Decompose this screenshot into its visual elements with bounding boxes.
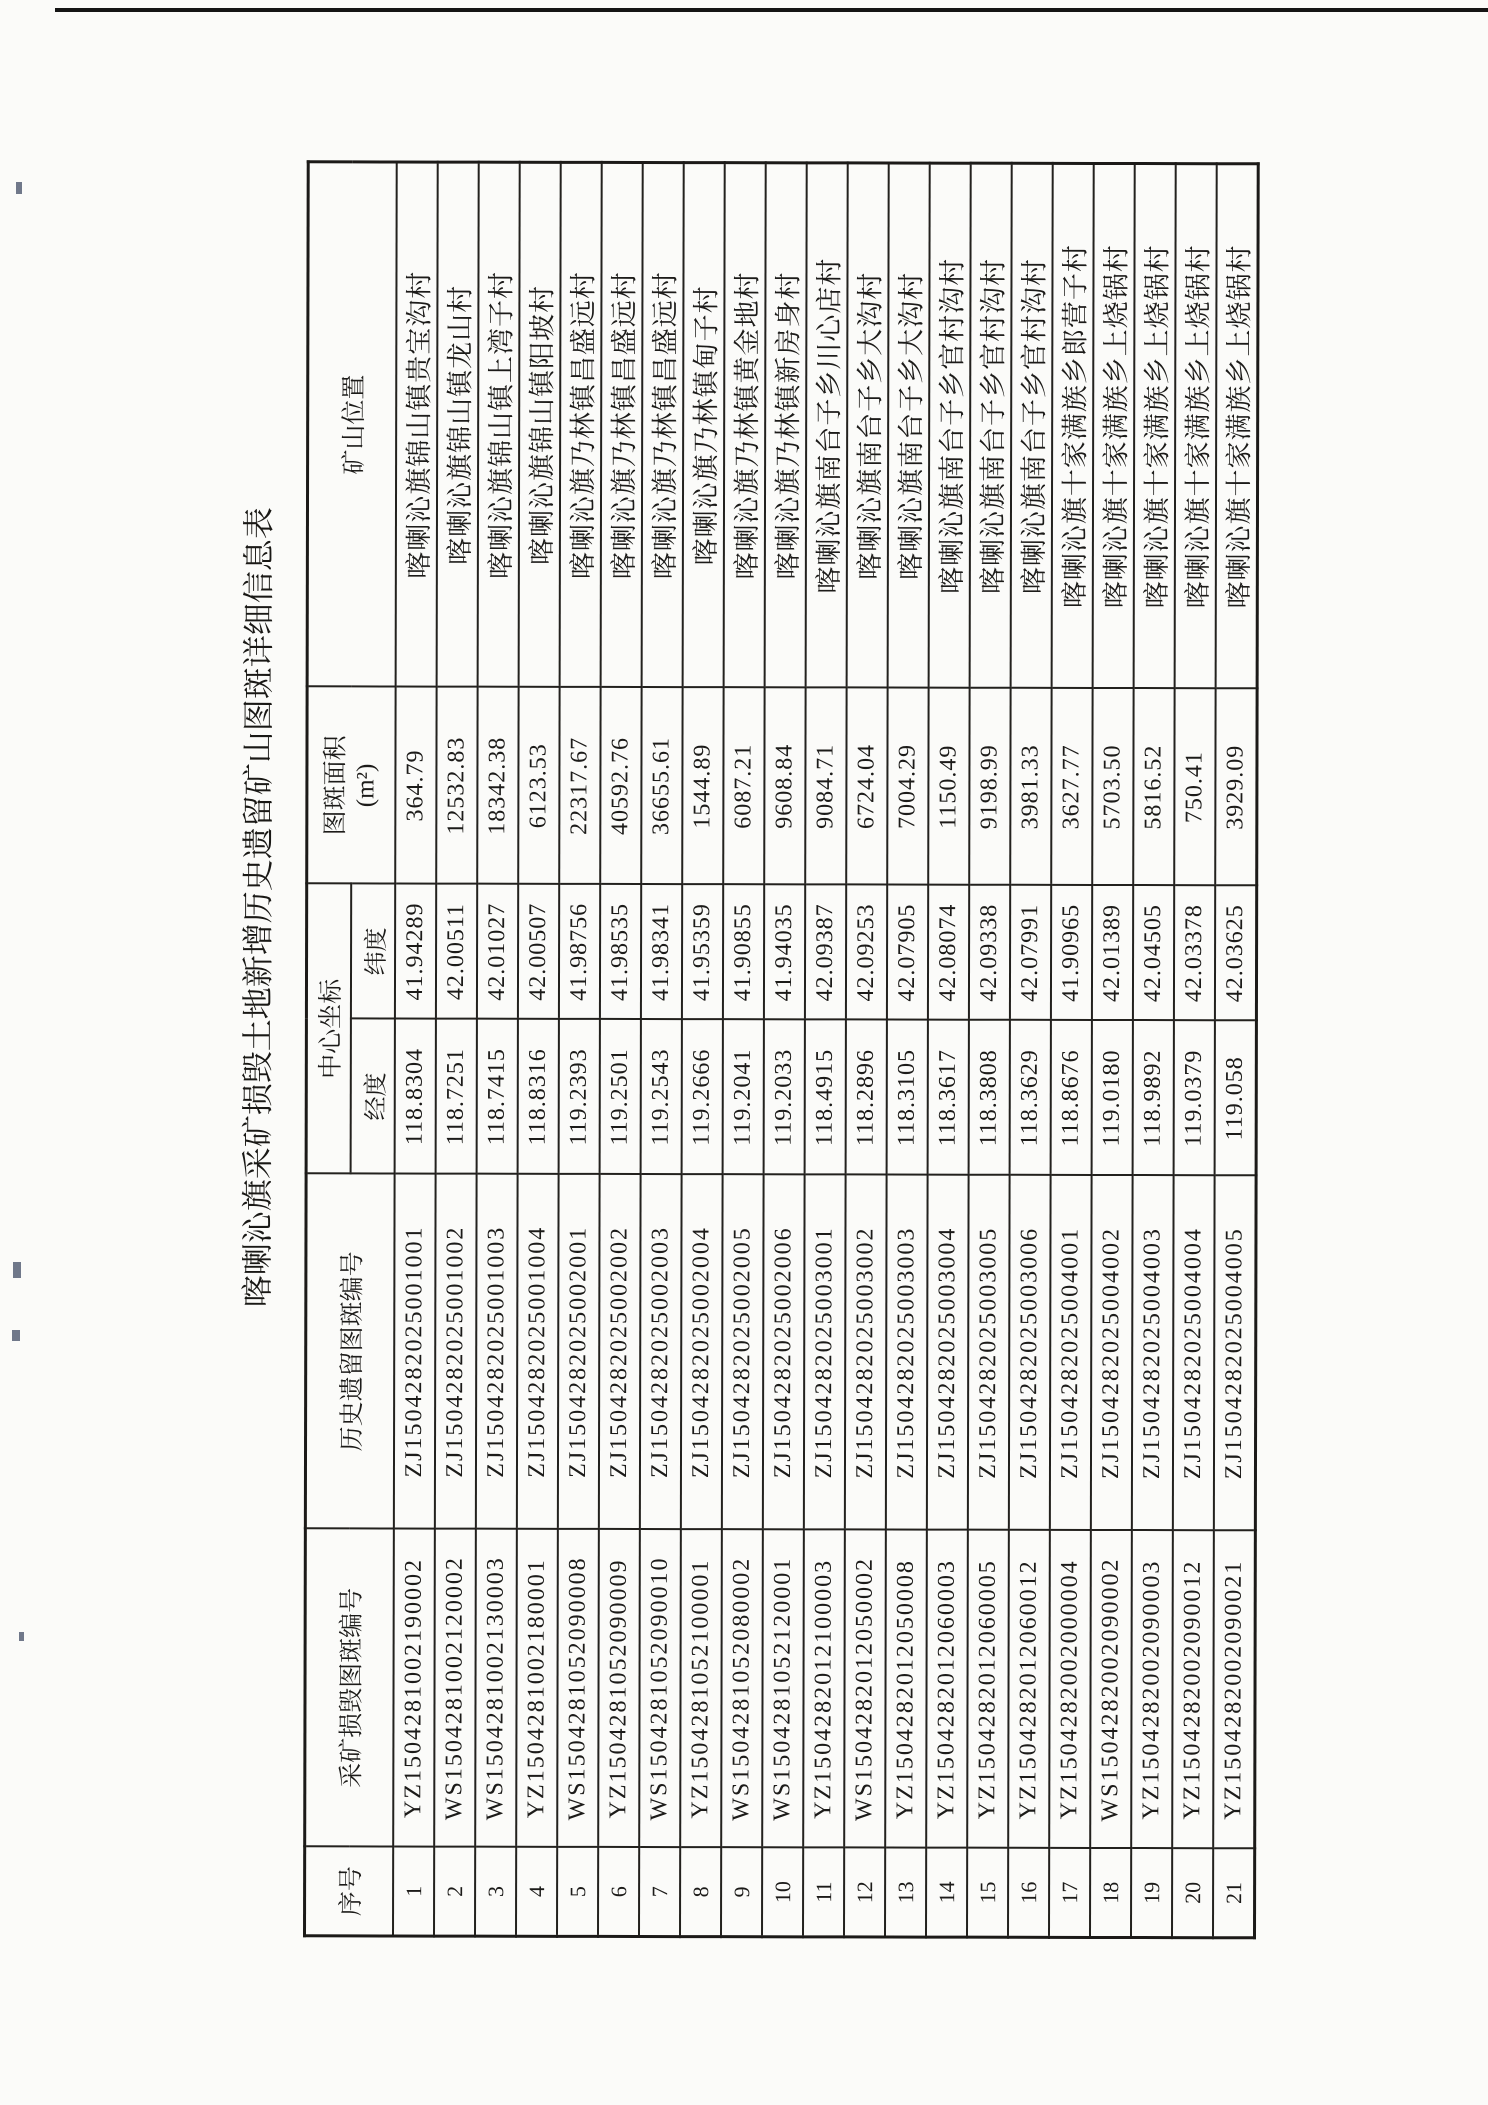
cell-damage-id: YZ1504282012060003 [926, 1530, 968, 1848]
cell-latitude: 42.09253 [846, 885, 887, 1020]
cell-location: 喀喇沁旗乃林镇昌盛远村 [642, 162, 684, 687]
cell-latitude: 42.04505 [1133, 886, 1174, 1021]
cell-location: 喀喇沁旗南台子乡官村沟村 [929, 163, 971, 688]
cell-area: 5816.52 [1133, 689, 1174, 886]
header-index: 序号 [305, 1847, 394, 1936]
cell-longitude: 118.3629 [1010, 1020, 1051, 1175]
cell-longitude: 119.0180 [1092, 1020, 1133, 1175]
cell-damage-id: WS1504281002130003 [475, 1529, 517, 1847]
cell-area: 3981.33 [1010, 688, 1051, 885]
cell-area: 750.41 [1174, 689, 1215, 886]
header-patch-area-line2: (m²) [352, 763, 380, 808]
cell-location: 喀喇沁旗乃林镇黄金地村 [724, 163, 766, 688]
cell-location: 喀喇沁旗南台子乡川心店村 [806, 163, 848, 688]
cell-legacy-id: ZJ1504282025002005 [722, 1175, 764, 1530]
cell-index: 14 [926, 1848, 967, 1937]
table-row [516, 162, 561, 1936]
cell-legacy-id: ZJ1504282025004002 [1091, 1175, 1133, 1530]
cell-location: 喀喇沁旗锦山镇上湾子村 [478, 162, 520, 687]
table-row [926, 163, 971, 1937]
table-row [885, 163, 930, 1937]
header-mine-location: 矿山位置 [307, 162, 397, 687]
cell-location: 喀喇沁旗十家满族乡上烧锅村 [1093, 163, 1135, 688]
cell-index: 13 [885, 1848, 926, 1937]
table-row [434, 162, 479, 1936]
cell-legacy-id: ZJ1504282025003003 [886, 1175, 928, 1530]
cell-index: 4 [516, 1847, 557, 1936]
cell-legacy-id: ZJ1504282025004005 [1214, 1176, 1256, 1531]
table-row [1090, 163, 1135, 1937]
cell-damage-id: YZ1504282012060005 [967, 1530, 1009, 1848]
cell-area: 9084.71 [805, 688, 846, 885]
cell-location: 喀喇沁旗十家满族乡郎营子村 [1052, 163, 1094, 688]
cell-area: 1544.89 [682, 688, 723, 885]
cell-index: 5 [557, 1847, 598, 1936]
cell-longitude: 118.4915 [805, 1020, 846, 1175]
cell-damage-id: YZ1504282002090021 [1213, 1531, 1255, 1849]
cell-longitude: 118.8304 [395, 1019, 436, 1174]
cell-longitude: 118.8316 [518, 1019, 559, 1174]
cell-legacy-id: ZJ1504282025001001 [394, 1174, 436, 1529]
cell-legacy-id: ZJ1504282025001002 [435, 1174, 477, 1529]
cell-latitude: 42.01389 [1092, 885, 1133, 1020]
cell-longitude: 118.8676 [1051, 1020, 1092, 1175]
cell-area: 6087.21 [723, 688, 764, 885]
table-row [598, 162, 643, 1936]
scan-edge-mark [12, 1330, 20, 1341]
cell-location: 喀喇沁旗十家满族乡上烧锅村 [1216, 164, 1259, 689]
cell-damage-id: WS1504281002120002 [434, 1529, 476, 1847]
cell-index: 10 [762, 1848, 803, 1937]
scan-edge-mark [19, 1632, 24, 1641]
cell-location: 喀喇沁旗乃林镇甸子村 [683, 163, 725, 688]
cell-location: 喀喇沁旗乃林镇昌盛远村 [560, 162, 602, 687]
cell-area: 7004.29 [887, 688, 928, 885]
cell-longitude: 118.7415 [477, 1019, 518, 1174]
cell-index: 2 [434, 1847, 475, 1936]
cell-legacy-id: ZJ1504282025002002 [599, 1174, 641, 1529]
cell-legacy-id: ZJ1504282025004004 [1173, 1176, 1215, 1531]
cell-location: 喀喇沁旗南台子乡大沟村 [888, 163, 930, 688]
cell-longitude: 119.058 [1215, 1021, 1257, 1176]
cell-latitude: 41.90855 [723, 885, 764, 1020]
cell-latitude: 41.94289 [395, 884, 436, 1019]
table-row [393, 162, 438, 1936]
cell-location: 喀喇沁旗南台子乡官村沟村 [970, 163, 1012, 688]
cell-location: 喀喇沁旗十家满族乡上烧锅村 [1134, 164, 1176, 689]
cell-longitude: 118.3617 [928, 1020, 969, 1175]
cell-area: 3929.09 [1215, 689, 1257, 886]
cell-longitude: 118.3808 [969, 1020, 1010, 1175]
cell-longitude: 119.2666 [682, 1020, 723, 1175]
cell-longitude: 118.3105 [887, 1020, 928, 1175]
cell-location: 喀喇沁旗乃林镇新房身村 [765, 163, 807, 688]
cell-longitude: 119.2393 [559, 1019, 600, 1174]
cell-location: 喀喇沁旗十家满族乡上烧锅村 [1175, 164, 1217, 689]
cell-damage-id: WS1504281052080002 [721, 1530, 763, 1848]
cell-area: 6724.04 [846, 688, 887, 885]
table-row [1049, 163, 1094, 1937]
cell-legacy-id: ZJ1504282025002001 [558, 1174, 600, 1529]
mine-patch-info-table [303, 160, 1260, 1939]
table-body [393, 162, 1258, 1938]
cell-legacy-id: ZJ1504282025004001 [1050, 1175, 1092, 1530]
cell-index: 17 [1049, 1848, 1090, 1937]
cell-area: 364.79 [395, 687, 436, 884]
cell-latitude: 42.03625 [1215, 886, 1257, 1021]
cell-index: 21 [1213, 1849, 1255, 1938]
cell-latitude: 41.98341 [641, 884, 682, 1019]
page-title: 喀喇沁旗采矿损毁土地新增历史遗留矿山图斑详细信息表 [239, 507, 277, 1308]
cell-legacy-id: ZJ1504282025002004 [681, 1175, 723, 1530]
cell-damage-id: WS1504281052120001 [762, 1530, 804, 1848]
table-row [1213, 164, 1258, 1938]
cell-area: 3627.77 [1051, 688, 1092, 885]
cell-latitude: 42.01027 [477, 884, 518, 1019]
cell-legacy-id: ZJ1504282025002006 [763, 1175, 805, 1530]
cell-index: 6 [598, 1847, 639, 1936]
header-center-coordinate: 中心坐标 [306, 884, 351, 1174]
table-row [680, 163, 725, 1937]
cell-index: 19 [1131, 1849, 1172, 1938]
cell-damage-id: YZ1504282002000004 [1049, 1530, 1091, 1848]
cell-longitude: 119.2041 [723, 1020, 764, 1175]
scan-edge-mark [13, 1262, 21, 1278]
scan-edge-mark [16, 182, 22, 194]
cell-damage-id: YZ1504282002090012 [1172, 1531, 1214, 1849]
cell-longitude: 119.2543 [641, 1019, 682, 1174]
cell-damage-id: WS1504281052090008 [557, 1529, 599, 1847]
cell-area: 1150.49 [928, 688, 969, 885]
cell-latitude: 41.98756 [559, 884, 600, 1019]
header-damage-id: 采矿损毁图斑编号 [305, 1529, 394, 1847]
cell-latitude: 41.90965 [1051, 885, 1092, 1020]
table-row [721, 163, 766, 1937]
cell-index: 1 [393, 1847, 434, 1936]
cell-location: 喀喇沁旗乃林镇昌盛远村 [601, 162, 643, 687]
cell-index: 11 [803, 1848, 844, 1937]
cell-latitude: 42.09338 [969, 885, 1010, 1020]
cell-area: 9608.84 [764, 688, 805, 885]
cell-longitude: 118.9892 [1133, 1021, 1174, 1176]
cell-latitude: 42.07905 [887, 885, 928, 1020]
cell-area: 22317.67 [559, 687, 600, 884]
cell-latitude: 41.98535 [600, 884, 641, 1019]
cell-index: 12 [844, 1848, 885, 1937]
cell-index: 7 [639, 1847, 680, 1936]
cell-damage-id: YZ1504282012050008 [885, 1530, 927, 1848]
cell-latitude: 42.00507 [518, 884, 559, 1019]
cell-index: 16 [1008, 1848, 1049, 1937]
table-row [639, 162, 684, 1936]
cell-location: 喀喇沁旗南台子乡官村沟村 [1011, 163, 1053, 688]
cell-index: 3 [475, 1847, 516, 1936]
cell-area: 9198.99 [969, 688, 1010, 885]
cell-index: 9 [721, 1848, 762, 1937]
table-row [1008, 163, 1053, 1937]
table-row [762, 163, 807, 1937]
cell-longitude: 119.2501 [600, 1019, 641, 1174]
cell-legacy-id: ZJ1504282025002003 [640, 1174, 682, 1529]
cell-location: 喀喇沁旗锦山镇龙山村 [437, 162, 479, 687]
cell-area: 6123.53 [518, 687, 559, 884]
table-row [1131, 164, 1176, 1938]
cell-damage-id: WS1504281052090010 [639, 1529, 681, 1847]
header-patch-area-line1: 图斑面积 [322, 735, 350, 836]
cell-damage-id: YZ1504282012100003 [803, 1530, 845, 1848]
table-row [803, 163, 848, 1937]
cell-location: 喀喇沁旗锦山镇贵宝沟村 [396, 162, 438, 687]
cell-damage-id: YZ1504281052100001 [680, 1530, 722, 1848]
cell-longitude: 118.7251 [436, 1019, 477, 1174]
table-row [844, 163, 889, 1937]
cell-area: 36655.61 [641, 687, 682, 884]
table-row [967, 163, 1012, 1937]
cell-damage-id: YZ1504282002090003 [1131, 1531, 1173, 1849]
cell-damage-id: YZ1504281052090009 [598, 1529, 640, 1847]
cell-damage-id: WS1504282002090002 [1090, 1530, 1132, 1848]
cell-longitude: 119.2033 [764, 1020, 805, 1175]
cell-index: 15 [967, 1848, 1008, 1937]
header-patch-area [307, 687, 396, 884]
cell-latitude: 42.03378 [1174, 886, 1215, 1021]
header-legacy-id: 历史遗留图斑编号 [305, 1174, 394, 1529]
header-longitude: 经度 [351, 1019, 395, 1174]
cell-index: 20 [1172, 1849, 1213, 1938]
cell-index: 8 [680, 1848, 721, 1937]
table-row [557, 162, 602, 1936]
cell-latitude: 41.95359 [682, 885, 723, 1020]
table-row [475, 162, 520, 1936]
cell-damage-id: YZ1504281002190002 [393, 1529, 435, 1847]
cell-legacy-id: ZJ1504282025001004 [517, 1174, 559, 1529]
cell-location: 喀喇沁旗南台子乡大沟村 [847, 163, 889, 688]
cell-longitude: 119.0379 [1174, 1021, 1215, 1176]
cell-legacy-id: ZJ1504282025003004 [927, 1175, 969, 1530]
header-latitude: 纬度 [351, 884, 395, 1019]
cell-latitude: 41.94035 [764, 885, 805, 1020]
table-row [1172, 164, 1217, 1938]
cell-latitude: 42.08074 [928, 885, 969, 1020]
cell-area: 18342.38 [477, 687, 518, 884]
cell-legacy-id: ZJ1504282025004003 [1132, 1176, 1174, 1531]
cell-area: 12532.83 [436, 687, 477, 884]
cell-longitude: 118.2896 [846, 1020, 887, 1175]
cell-latitude: 42.00511 [436, 884, 477, 1019]
cell-latitude: 42.07991 [1010, 885, 1051, 1020]
cell-latitude: 42.09387 [805, 885, 846, 1020]
cell-legacy-id: ZJ1504282025003002 [845, 1175, 887, 1530]
cell-area: 5703.50 [1092, 688, 1133, 885]
cell-legacy-id: ZJ1504282025003005 [968, 1175, 1010, 1530]
cell-damage-id: YZ1504282012060012 [1008, 1530, 1050, 1848]
scan-top-edge-line [55, 8, 1488, 12]
cell-area: 40592.76 [600, 687, 641, 884]
cell-damage-id: WS1504282012050002 [844, 1530, 886, 1848]
cell-legacy-id: ZJ1504282025003001 [804, 1175, 846, 1530]
cell-legacy-id: ZJ1504282025001003 [476, 1174, 518, 1529]
cell-index: 18 [1090, 1848, 1131, 1937]
cell-damage-id: YZ1504281002180001 [516, 1529, 558, 1847]
cell-legacy-id: ZJ1504282025003006 [1009, 1175, 1051, 1530]
cell-location: 喀喇沁旗锦山镇阳坡村 [519, 162, 561, 687]
rotated-sheet [163, 163, 1260, 1939]
